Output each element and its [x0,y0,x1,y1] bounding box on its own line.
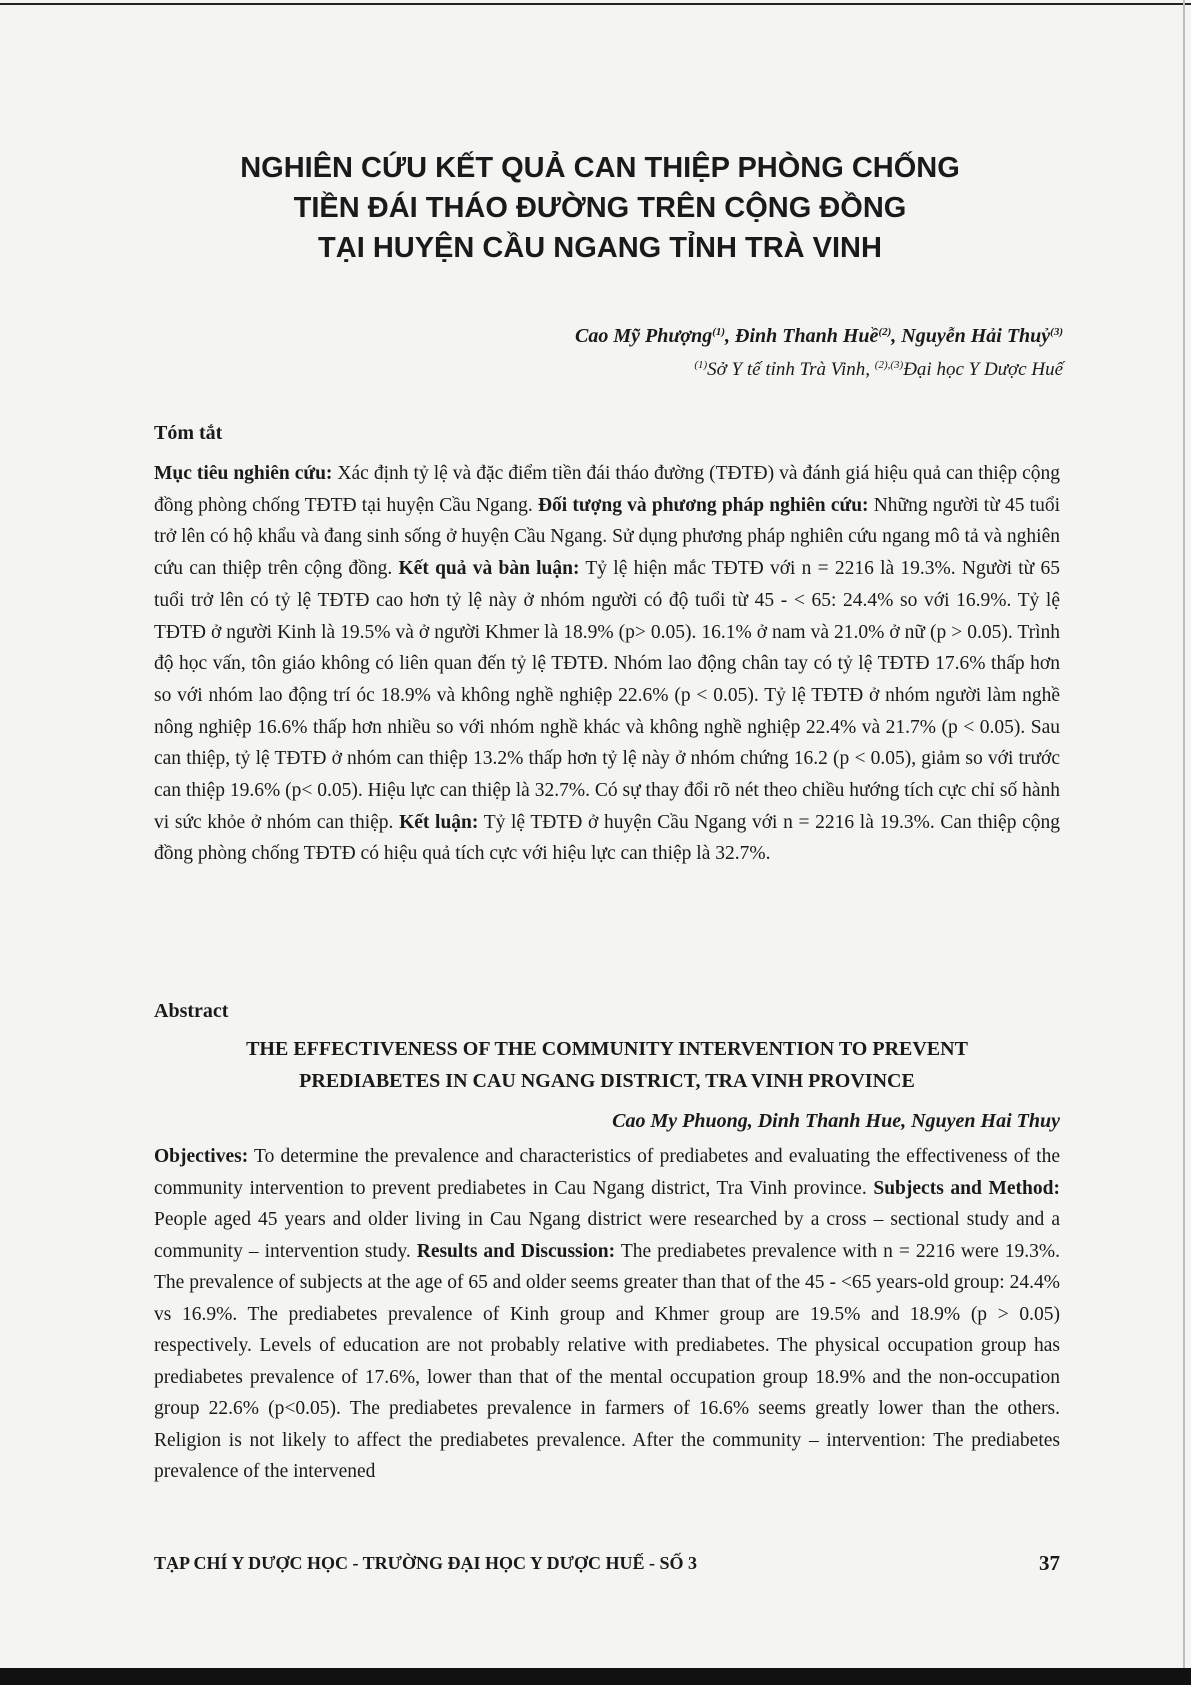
affil-2-mark: (2),(3) [874,359,904,371]
label-methods-vi: Đối tượng và phương pháp nghiên cứu: [537,494,869,516]
label-results-vi: Kết quả và bàn luận: [398,558,580,580]
vi-abstract-heading: Tóm tắt [154,422,223,444]
author-1-affil-mark: (1) [712,326,726,338]
author-2: Đinh Thanh Huề [735,325,879,347]
text-results-en: The prediabetes prevalence with n = 2216 were 19.3%. The prevalence of subjects at the age of 65 and older seems greater than that of the 45 - <65 years-old group: 24.4% vs 16.9%. The prediabetes prevalence of Kinh group and Khmer group are 19.5% and 18.9% (p > 0.05) respectively. Levels of education are not probably relative with prediabetes. The physical occupation group has prediabetes prevalence of 17.6%, lower than that of the mental occupation group 18.9% and the non-occupation group 22.6% (p<0.05). The prediabetes prevalence in farmers of 16.6% seems greatly lower than the others. Religion is not likely to affect the prediabetes prevalence. After the community – intervention: The prediabetes prevalence of the intervened [154,1240,1061,1482]
text-objectives-en: To determine the prevalence and characteristics of prediabetes and evaluating the effectiveness of the community intervention to prevent prediabetes in Cau Ngang district, Tra Vinh province. [154,1146,1060,1199]
page-number: 37 [1039,1551,1060,1575]
vi-abstract-body [154,458,1060,870]
author-1: Cao Mỹ Phượng [575,325,713,347]
text-methods-vi: Những người từ 45 tuổi trở lên có hộ khẩu và đang sinh sống ở huyện Cầu Ngang. Sử dụng phương pháp nghiên cứu ngang mô tả và nghiên cứu can thiệp trên cộng đồng. [154,494,1060,580]
label-methods-en: Subjects and Method: [873,1177,1060,1199]
affil-1-mark: (1) [694,359,708,371]
bottom-scan-border [0,1668,1191,1685]
label-objectives-vi: Mục tiêu nghiên cứu: [154,463,333,484]
journal-name: TẠP CHÍ Y DƯỢC HỌC - TRƯỜNG ĐẠI HỌC Y DƯỢC HUẾ - SỐ 3 [154,1553,698,1573]
author-2-affil-mark: (2) [878,326,892,338]
en-title-line-1: THE EFFECTIVENESS OF THE COMMUNITY INTERVENTION TO PREVENT [246,1038,968,1060]
affiliation-line [694,355,1063,385]
author-separator: , [725,325,736,347]
author-separator: , [891,325,902,347]
title-line-3: TẠI HUYỆN CẦU NGANG TỈNH TRÀ VINH [318,232,882,264]
author-list [575,321,1063,351]
affil-1: Sở Y tế tỉnh Trà Vinh, [707,359,875,380]
en-abstract-body [154,1141,1060,1488]
affil-2: Đại học Y Dược Huế [903,359,1063,380]
title-line-1: NGHIÊN CỨU KẾT QUẢ CAN THIỆP PHÒNG CHỐNG [240,152,960,184]
page-edge-line [1183,0,1185,1685]
english-title [154,1033,1060,1097]
english-author-list: Cao My Phuong, Dinh Thanh Hue, Nguyen Hai Thuy [612,1110,1060,1132]
label-results-en: Results and Discussion: [416,1240,616,1262]
author-3-affil-mark: (3) [1050,326,1063,338]
title-line-2: TIỀN ĐÁI THÁO ĐƯỜNG TRÊN CỘNG ĐỒNG [293,192,907,224]
text-results-vi: Tỷ lệ hiện mắc TĐTĐ với n = 2216 là 19.3%. Người từ 65 tuổi trở lên có tỷ lệ TĐTĐ cao hơn tỷ lệ này ở nhóm người có độ tuổi từ 45 - < 65: 24.4% so với 16.9%. Tỷ lệ TĐTĐ ở người Kinh là 19.5% và ở người Khmer là 18.9% (p> 0.05). 16.1% ở nam và 21.0% ở nữ (p > 0.05). Trình độ học vấn, tôn giáo không có liên quan đến tỷ lệ TĐTĐ. Nhóm lao động chân tay có tỷ lệ TĐTĐ 17.6% thấp hơn so với nhóm lao động trí óc 18.9% và không nghề nghiệp 22.6% (p < 0.05). Tỷ lệ TĐTĐ ở nhóm người làm nghề nông nghiệp 16.6% thấp hơn nhiều so với nhóm nghề khác và không nghề nghiệp 22.4% và 21.7% (p < 0.05). Sau can thiệp, tỷ lệ TĐTĐ ở nhóm can thiệp 13.2% thấp hơn tỷ lệ này ở nhóm chứng 16.2 (p < 0.05), giảm so với trước can thiệp 19.6% (p< 0.05). Hiệu lực can thiệp là 32.7%. Có sự thay đổi rõ nét theo chiều hướng tích cực chỉ số hành vi sức khỏe ở nhóm can thiệp. [154,558,1060,833]
author-3: Nguyễn Hải Thuỷ [901,325,1051,347]
text-conclusion-vi: Tỷ lệ TĐTĐ ở huyện Cầu Ngang với n = 2216 là 19.3%. Can thiệp cộng đồng phòng chống TĐTĐ có hiệu quả tích cực với hiệu lực can thiệp là 32.7%. [154,811,1061,865]
text-objectives-vi: Xác định tỷ lệ và đặc điểm tiền đái tháo đường (TĐTĐ) và đánh giá hiệu quả can thiệp cộng đồng phòng chống TĐTĐ tại huyện Cầu Ngang. [154,463,1060,516]
label-conclusion-vi: Kết luận: [399,811,479,833]
en-title-line-2: PREDIABETES IN CAU NGANG DISTRICT, TRA VINH PROVINCE [299,1070,915,1092]
top-border-line [0,3,1191,5]
article-title [120,148,1080,268]
text-methods-en: People aged 45 years and older living in Cau Ngang district were researched by a cross – sectional study and a community – intervention study. [154,1209,1060,1262]
en-abstract-heading: Abstract [154,1000,229,1022]
label-objectives-en: Objectives: [154,1146,249,1167]
